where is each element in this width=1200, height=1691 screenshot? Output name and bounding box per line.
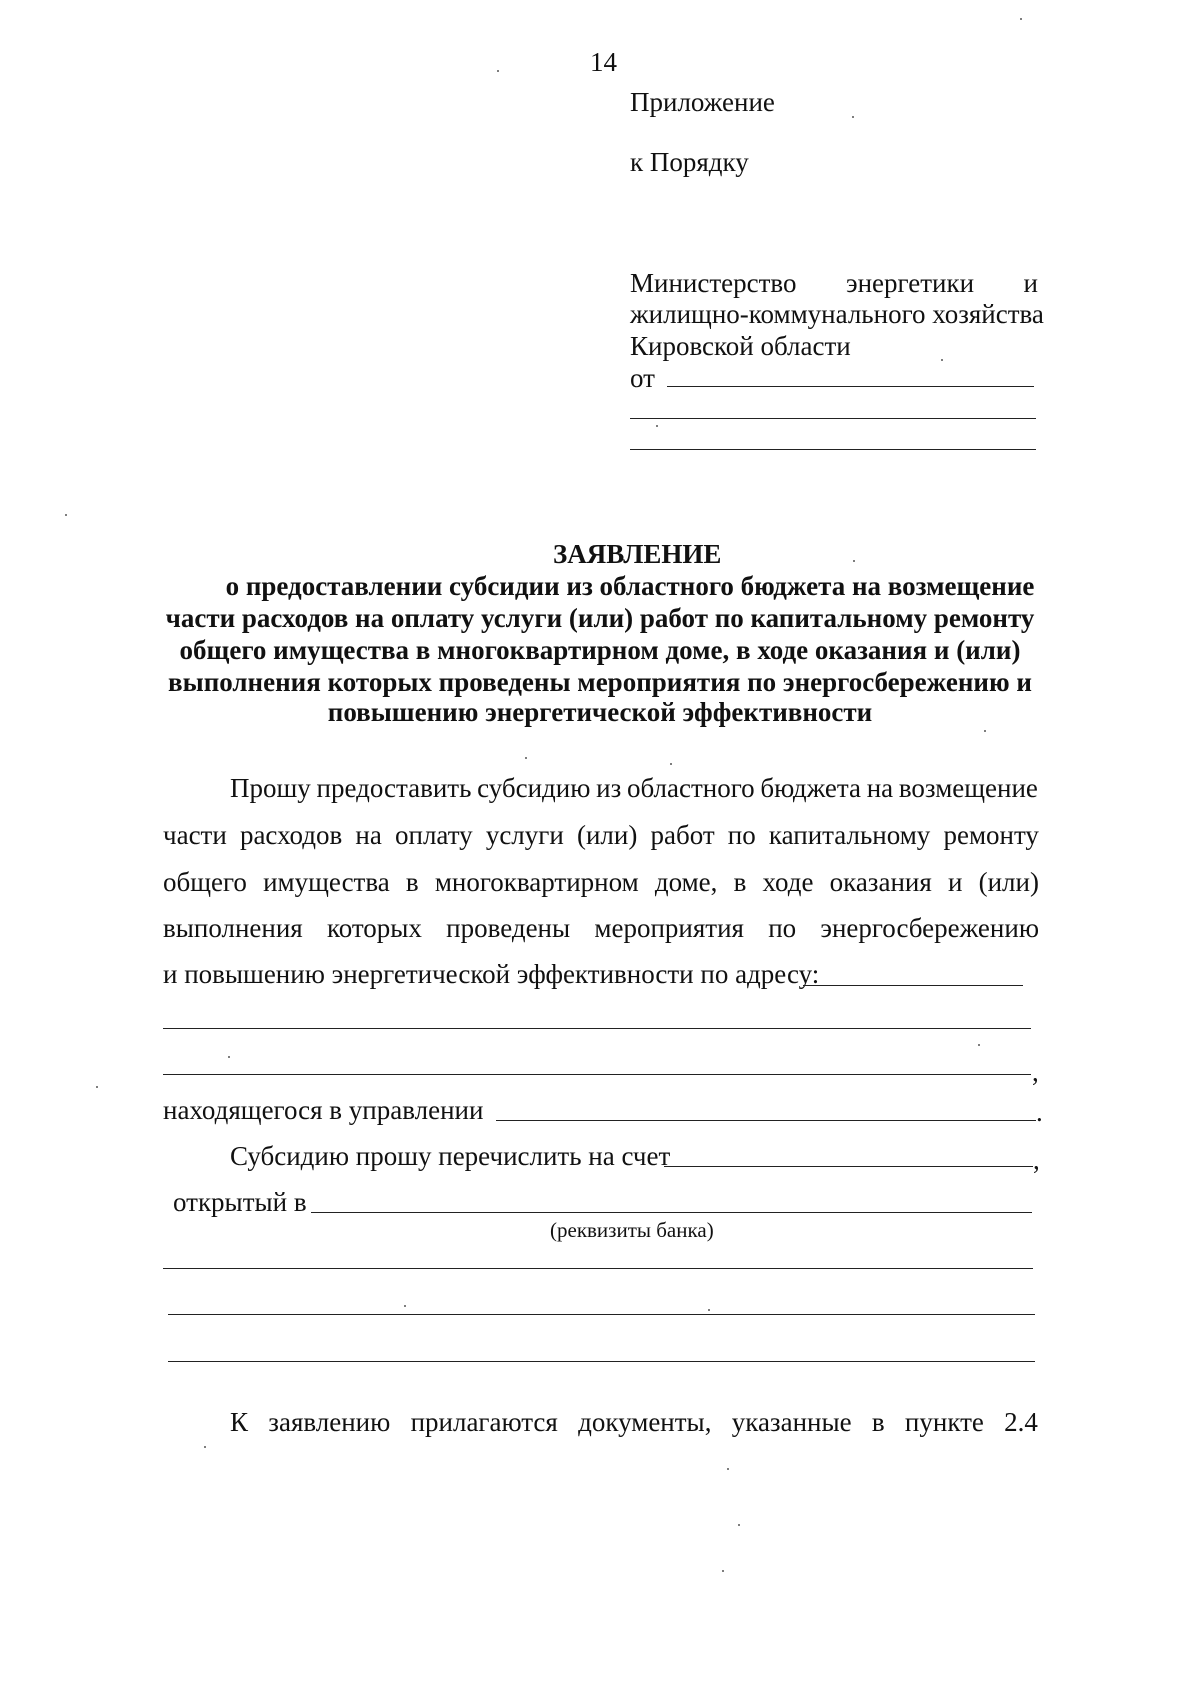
word: пункте — [904, 1407, 984, 1437]
word: части — [163, 820, 227, 850]
word: областного — [626, 773, 755, 803]
scan-speck — [497, 70, 499, 72]
scan-speck — [722, 1570, 724, 1572]
word: Прошу — [230, 773, 311, 803]
word: в — [733, 867, 747, 897]
scan-speck — [984, 730, 986, 732]
word: мероприятия — [594, 913, 744, 943]
address-blank-line-3[interactable] — [163, 1074, 1031, 1075]
paragraph-line-4 — [163, 912, 1039, 944]
attachments-line — [230, 1406, 1038, 1438]
word: в — [405, 867, 419, 897]
word: доме, — [654, 867, 718, 897]
word: общего — [163, 867, 247, 897]
address-blank-line-1[interactable] — [803, 985, 1023, 986]
address-comma: , — [1032, 1057, 1039, 1087]
bank-requisites-caption: (реквизиты банка) — [550, 1218, 714, 1242]
document-title: ЗАЯВЛЕНИЕ — [553, 539, 722, 569]
paragraph-line-5: и повышению энергетической эффективности по адресу: — [163, 959, 820, 989]
word: ремонту — [943, 820, 1039, 850]
scan-speck — [228, 1056, 230, 1058]
word: предоставить — [316, 773, 472, 803]
opened-in-label: открытый в — [173, 1187, 307, 1217]
appendix-order-ref: к Порядку — [630, 147, 749, 177]
management-label: находящегося в управлении — [163, 1095, 484, 1125]
bank-blank-line-2[interactable] — [163, 1268, 1033, 1269]
bank-blank-line-4[interactable] — [168, 1361, 1035, 1362]
paragraph-line-2 — [163, 819, 1039, 851]
word: заявлению — [268, 1407, 391, 1437]
word: субсидию — [477, 773, 591, 803]
word: проведены — [446, 913, 571, 943]
word: расходов — [239, 820, 343, 850]
word: возмещение — [898, 773, 1038, 803]
scan-speck — [852, 116, 854, 118]
account-comma: , — [1033, 1145, 1040, 1175]
scan-speck — [96, 1086, 98, 1088]
title-subline-2: части расходов на оплату услуги (или) работ по капитальному ремонту — [165, 603, 1035, 633]
addressee-line-1 — [630, 267, 1038, 299]
bank-blank-line[interactable] — [311, 1212, 1032, 1213]
scan-speck — [65, 514, 67, 516]
word: оплату — [395, 820, 473, 850]
word: энергосбережению — [820, 913, 1039, 943]
word: имущества — [263, 867, 390, 897]
word: 2.4 — [1004, 1407, 1038, 1437]
scan-speck — [941, 359, 943, 361]
addressee-word: и — [1023, 268, 1038, 298]
word: которых — [326, 913, 422, 943]
scan-speck — [978, 1044, 980, 1046]
addressee-line-3: Кировской области — [630, 331, 851, 361]
word: на — [866, 773, 894, 803]
from-blank-line-2[interactable] — [630, 418, 1036, 419]
scan-speck — [525, 757, 527, 759]
title-subline-3: общего имущества в многоквартирном доме, в ходе оказания и (или) — [179, 635, 1021, 665]
word: (или) — [978, 867, 1039, 897]
word: по — [727, 820, 756, 850]
word: в — [871, 1407, 885, 1437]
word: из — [596, 773, 622, 803]
title-subline-5: повышению энергетической эффективности — [327, 697, 873, 727]
word: (или) — [576, 820, 638, 850]
word: капитальному — [768, 820, 931, 850]
account-blank-line[interactable] — [664, 1166, 1033, 1167]
word: по — [768, 913, 797, 943]
scan-speck — [1020, 18, 1022, 20]
scan-speck — [708, 1309, 710, 1311]
page-number: 14 — [590, 47, 617, 77]
addressee-word: энергетики — [845, 268, 975, 298]
scan-speck — [727, 1468, 729, 1470]
word: услуги — [485, 820, 564, 850]
word: оказания — [829, 867, 932, 897]
word: ходе — [762, 867, 814, 897]
word: прилагаются — [410, 1407, 558, 1437]
scan-speck — [853, 560, 855, 562]
title-subline-4: выполнения которых проведены мероприятия по энергосбережению и — [168, 667, 1032, 697]
scan-speck — [204, 1446, 206, 1448]
word: выполнения — [163, 913, 303, 943]
word: и — [947, 867, 963, 897]
word: бюджета — [760, 773, 861, 803]
appendix-label: Приложение — [630, 87, 775, 117]
address-blank-line-2[interactable] — [163, 1028, 1031, 1029]
scan-speck — [656, 425, 658, 427]
addressee-word: Министерство — [630, 268, 797, 298]
title-subline-1: о предоставлении субсидии из областного бюджета на возмещение — [225, 571, 1035, 601]
scan-speck — [738, 1524, 740, 1526]
word: на — [355, 820, 382, 850]
scan-speck — [670, 763, 672, 765]
account-label: Субсидию прошу перечислить на счет — [230, 1141, 671, 1171]
paragraph-line-1 — [230, 772, 1038, 804]
scan-speck — [404, 1305, 406, 1307]
from-blank-line-3[interactable] — [630, 449, 1036, 450]
from-blank-line-1[interactable] — [667, 386, 1034, 387]
management-period: . — [1036, 1097, 1043, 1127]
word: многоквартирном — [434, 867, 639, 897]
addressee-line-2: жилищно-коммунального хозяйства — [630, 299, 1044, 329]
management-blank-line[interactable] — [496, 1120, 1036, 1121]
word: работ — [650, 820, 715, 850]
word: К — [230, 1407, 249, 1437]
from-label: от — [630, 363, 655, 393]
bank-blank-line-3[interactable] — [168, 1314, 1035, 1315]
word: документы, — [578, 1407, 712, 1437]
word: указанные — [731, 1407, 852, 1437]
paragraph-line-3 — [163, 866, 1039, 898]
